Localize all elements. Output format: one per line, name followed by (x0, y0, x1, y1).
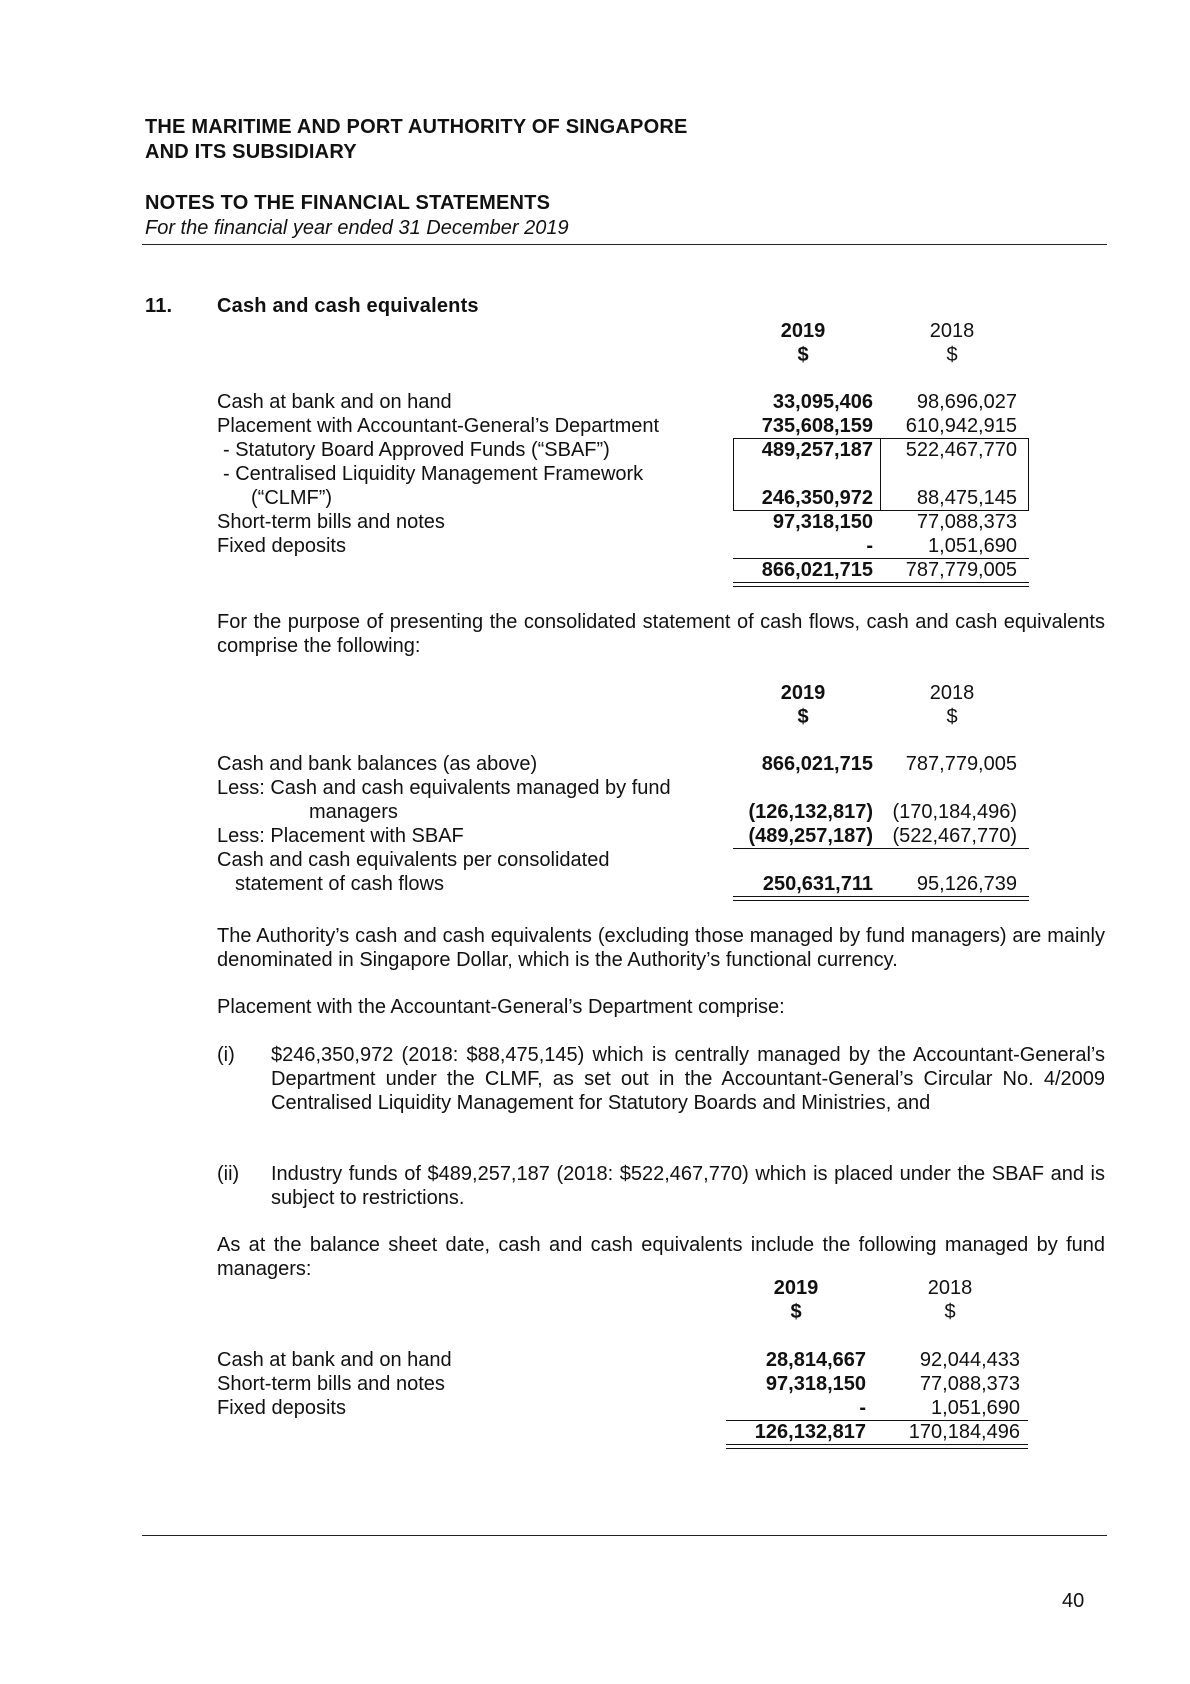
note-number: 11. (145, 295, 173, 317)
t1-total-top-rule (733, 558, 1029, 559)
list-marker: (ii) (217, 1163, 240, 1185)
t2-col-2018-unit: $ (946, 706, 958, 728)
page-number: 40 (1062, 1590, 1085, 1612)
t3-row-value-2018: 1,051,690 (931, 1397, 1020, 1419)
list-item-text: $246,350,972 (2018: $88,475,145) which is centrally managed by the Accountant-General’s Department under the CLMF, as set out in the Accountant-General’s Circular No. 4/2009 Centralised Liquidity Management for Statutory Boards and Ministries, and (271, 1044, 1105, 1114)
list-item-text: Industry funds of $489,257,187 (2018: $522,467,770) which is placed under the SBAF and is subject to restrictions. (271, 1163, 1105, 1209)
t2-row-value-2019: 250,631,711 (762, 873, 873, 895)
t1-row-value-2018: 98,696,027 (916, 391, 1017, 413)
t2-row-value-2018: (170,184,496) (892, 801, 1017, 823)
t2-row-value-2018: 787,779,005 (905, 753, 1017, 775)
t1-total-underline-1 (733, 582, 1029, 583)
t1-row-value-2019: 33,095,406 (772, 391, 873, 413)
t1-row-value-2018: 1,051,690 (928, 535, 1017, 557)
t3-total-2018: 170,184,496 (908, 1421, 1020, 1443)
footer-rule (142, 1535, 1107, 1536)
t1-row-value-2018: 522,467,770 (905, 439, 1017, 461)
t2-col-2019-unit: $ (797, 706, 809, 728)
t1-box-top (733, 438, 1029, 439)
t1-box-right (1028, 438, 1029, 510)
note-title: Cash and cash equivalents (217, 295, 479, 317)
section-title: NOTES TO THE FINANCIAL STATEMENTS (145, 192, 551, 214)
t1-row-label: - Statutory Board Approved Funds (“SBAF”) (223, 439, 610, 461)
t1-row-value-2019: 735,608,159 (761, 415, 873, 437)
t2-row-value-2019: 866,021,715 (761, 753, 873, 775)
t3-col-2018-unit: $ (944, 1301, 956, 1323)
paragraph-currency: The Authority’s cash and cash equivalents (excluding those managed by fund managers) are mainly denominated in Singapore Dollar, which is the Authority’s functional currency. (217, 925, 1105, 971)
t2-row-label: Cash and bank balances (as above) (217, 753, 538, 775)
t3-row-value-2018: 92,044,433 (919, 1349, 1020, 1371)
t1-col-2019: 2019 (780, 320, 826, 342)
t2-row-label: Less: Cash and cash equivalents managed by fund (217, 777, 671, 799)
t1-total-2019: 866,021,715 (761, 559, 873, 581)
t1-row-value-2018: 88,475,145 (916, 487, 1017, 509)
t1-row-label: Short-term bills and notes (217, 511, 445, 533)
t2-row-value-2018: 95,126,739 (916, 873, 1017, 895)
t2-row-label: Cash and cash equivalents per consolidated (217, 849, 610, 871)
org-name-line2: AND ITS SUBSIDIARY (145, 141, 357, 163)
t3-row-label: Fixed deposits (217, 1397, 346, 1419)
t1-box-mid (880, 438, 881, 510)
t3-col-2019-unit: $ (790, 1301, 802, 1323)
t2-row-value-2019: (489,257,187) (748, 825, 873, 847)
t3-col-2018: 2018 (927, 1277, 973, 1299)
t2-row-label: Less: Placement with SBAF (217, 825, 464, 847)
t1-box-bottom (733, 510, 1029, 511)
t1-row-label-cont: (“CLMF”) (251, 487, 333, 509)
t1-col-2019-unit: $ (797, 344, 809, 366)
t3-total-underline-1 (726, 1444, 1028, 1445)
t1-row-value-2019: 246,350,972 (761, 487, 873, 509)
t3-row-label: Short-term bills and notes (217, 1373, 445, 1395)
t1-row-value-2018: 610,942,915 (905, 415, 1017, 437)
t2-col-2019: 2019 (780, 682, 826, 704)
t1-row-value-2019: - (866, 535, 873, 557)
t3-row-value-2018: 77,088,373 (919, 1373, 1020, 1395)
t1-row-label: - Centralised Liquidity Management Framework (223, 463, 644, 485)
t2-row-label-cont: managers (309, 801, 398, 823)
t2-row-value-2019: (126,132,817) (748, 801, 873, 823)
t3-total-top-rule (726, 1420, 1028, 1421)
t3-col-2019: 2019 (773, 1277, 819, 1299)
t1-box-left (733, 438, 734, 510)
t3-total-2019: 126,132,817 (754, 1421, 866, 1443)
t3-row-label: Cash at bank and on hand (217, 1349, 452, 1371)
t1-col-2018: 2018 (929, 320, 975, 342)
t1-row-value-2019: 489,257,187 (761, 439, 873, 461)
t1-row-label: Cash at bank and on hand (217, 391, 452, 413)
t2-row-value-2018: (522,467,770) (892, 825, 1017, 847)
t1-row-label: Fixed deposits (217, 535, 346, 557)
paragraph-placement-intro: Placement with the Accountant-General’s Department comprise: (217, 996, 785, 1018)
t1-row-value-2019: 97,318,150 (772, 511, 873, 533)
list-marker: (i) (217, 1044, 235, 1066)
t2-total-underline-1 (733, 896, 1029, 897)
t2-subtotal-rule (733, 848, 1029, 849)
paragraph-cash-flow-purpose: For the purpose of presenting the consolidated statement of cash flows, cash and cash equivalents comprise the following: (217, 611, 1105, 657)
t2-col-2018: 2018 (929, 682, 975, 704)
t1-total-underline-2 (733, 586, 1029, 587)
header-rule (142, 244, 1107, 245)
org-name-line1: THE MARITIME AND PORT AUTHORITY OF SINGAPORE (145, 116, 688, 138)
t2-total-underline-2 (733, 900, 1029, 901)
t3-row-value-2019: - (859, 1397, 866, 1419)
t3-row-value-2019: 97,318,150 (765, 1373, 866, 1395)
paragraph-fund-managers: As at the balance sheet date, cash and cash equivalents include the following managed by fund managers: (217, 1234, 1105, 1280)
t1-row-value-2018: 77,088,373 (916, 511, 1017, 533)
t1-row-label: Placement with Accountant-General’s Department (217, 415, 660, 437)
t1-total-2018: 787,779,005 (905, 559, 1017, 581)
t1-col-2018-unit: $ (946, 344, 958, 366)
t2-row-label-cont: statement of cash flows (235, 873, 444, 895)
t3-total-underline-2 (726, 1448, 1028, 1449)
t3-row-value-2019: 28,814,667 (765, 1349, 866, 1371)
period-subtitle: For the financial year ended 31 December 2019 (145, 217, 569, 239)
